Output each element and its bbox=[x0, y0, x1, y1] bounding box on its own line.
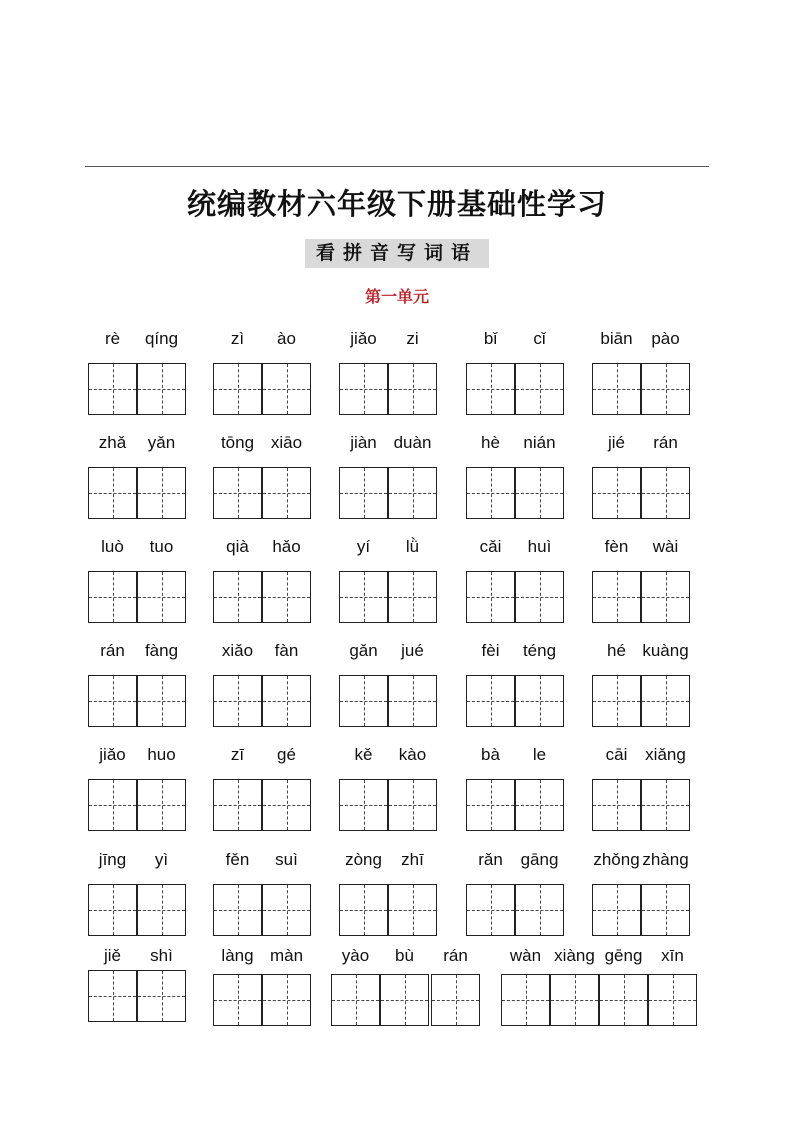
writing-cell[interactable] bbox=[648, 974, 697, 1026]
pinyin-syllable: màn bbox=[269, 946, 304, 965]
writing-cell[interactable] bbox=[466, 363, 515, 415]
writing-cell[interactable] bbox=[641, 884, 690, 936]
pinyin-syllable: yì bbox=[154, 850, 169, 869]
dashed-guide bbox=[540, 885, 541, 935]
pinyin-syllable: hǎo bbox=[272, 537, 301, 556]
pinyin-syllable: gāng bbox=[520, 850, 559, 869]
writing-cell[interactable] bbox=[339, 884, 388, 936]
writing-cell[interactable] bbox=[213, 974, 262, 1026]
pinyin-syllable: suì bbox=[275, 850, 298, 869]
pinyin-syllable: cǎi bbox=[479, 537, 502, 556]
pinyin-syllable: yào bbox=[341, 946, 370, 965]
pinyin-syllable: luò bbox=[101, 537, 124, 556]
writing-cell[interactable] bbox=[592, 363, 641, 415]
writing-cell[interactable] bbox=[515, 363, 564, 415]
writing-cell[interactable] bbox=[213, 675, 262, 727]
dashed-guide bbox=[666, 885, 667, 935]
pinyin-syllable: fěn bbox=[225, 850, 250, 869]
dashed-guide bbox=[364, 572, 365, 622]
writing-cell[interactable] bbox=[213, 779, 262, 831]
dashed-guide bbox=[413, 676, 414, 726]
dashed-guide bbox=[162, 676, 163, 726]
pinyin-syllable: zì bbox=[230, 329, 245, 348]
writing-cell[interactable] bbox=[592, 675, 641, 727]
pinyin-syllable: huo bbox=[147, 745, 176, 764]
dashed-guide bbox=[526, 975, 527, 1025]
pinyin-syllable: kuàng bbox=[642, 641, 689, 660]
dashed-guide bbox=[540, 468, 541, 518]
writing-cell[interactable] bbox=[388, 675, 437, 727]
pinyin-syllable: kě bbox=[354, 745, 373, 764]
dashed-guide bbox=[540, 780, 541, 830]
dashed-guide bbox=[162, 572, 163, 622]
dashed-guide bbox=[405, 975, 406, 1025]
dashed-guide bbox=[413, 780, 414, 830]
dashed-guide bbox=[413, 468, 414, 518]
writing-cell[interactable] bbox=[592, 884, 641, 936]
dashed-guide bbox=[113, 780, 114, 830]
dashed-guide bbox=[540, 364, 541, 414]
pinyin-syllable: xiàng bbox=[554, 946, 595, 965]
writing-cell[interactable] bbox=[339, 779, 388, 831]
dashed-guide bbox=[113, 572, 114, 622]
pinyin-syllable: fèi bbox=[481, 641, 500, 660]
dashed-guide bbox=[666, 780, 667, 830]
writing-cell[interactable] bbox=[137, 363, 186, 415]
pinyin-syllable: kào bbox=[398, 745, 427, 764]
pinyin-syllable: rǎn bbox=[478, 850, 503, 869]
pinyin-syllable: bù bbox=[395, 946, 414, 965]
writing-cell[interactable] bbox=[592, 779, 641, 831]
pinyin-syllable: gé bbox=[277, 745, 296, 764]
pinyin-syllable: fàn bbox=[274, 641, 299, 660]
writing-cell[interactable] bbox=[213, 884, 262, 936]
writing-cell[interactable] bbox=[137, 675, 186, 727]
pinyin-syllable: jué bbox=[401, 641, 424, 660]
dashed-guide bbox=[617, 572, 618, 622]
pinyin-syllable: jiě bbox=[103, 946, 122, 965]
section-title: 看拼音写词语 bbox=[305, 239, 489, 268]
writing-cell[interactable] bbox=[137, 970, 186, 1022]
writing-cell[interactable] bbox=[88, 675, 137, 727]
writing-cell[interactable] bbox=[213, 467, 262, 519]
writing-cell[interactable] bbox=[515, 467, 564, 519]
writing-cell[interactable] bbox=[515, 884, 564, 936]
dashed-guide bbox=[617, 364, 618, 414]
writing-cell[interactable] bbox=[599, 974, 648, 1026]
writing-cell[interactable] bbox=[137, 779, 186, 831]
pinyin-syllable: fèn bbox=[604, 537, 629, 556]
pinyin-syllable: rè bbox=[104, 329, 121, 348]
pinyin-syllable: zhǎ bbox=[98, 433, 127, 452]
pinyin-syllable: hé bbox=[607, 641, 626, 660]
writing-cell[interactable] bbox=[262, 571, 311, 623]
writing-cell[interactable] bbox=[431, 974, 480, 1026]
writing-cell[interactable] bbox=[515, 779, 564, 831]
writing-cell[interactable] bbox=[380, 974, 429, 1026]
pinyin-syllable: qíng bbox=[144, 329, 179, 348]
writing-cell[interactable] bbox=[592, 467, 641, 519]
writing-cell[interactable] bbox=[388, 884, 437, 936]
dashed-guide bbox=[356, 975, 357, 1025]
dashed-guide bbox=[491, 780, 492, 830]
writing-cell[interactable] bbox=[515, 571, 564, 623]
dashed-guide bbox=[113, 468, 114, 518]
pinyin-syllable: yǎn bbox=[147, 433, 176, 452]
pinyin-syllable: xīn bbox=[661, 946, 684, 965]
writing-cell[interactable] bbox=[339, 467, 388, 519]
pinyin-syllable: le bbox=[532, 745, 547, 764]
writing-cell[interactable] bbox=[262, 363, 311, 415]
pinyin-syllable: huì bbox=[527, 537, 552, 556]
writing-cell[interactable] bbox=[388, 779, 437, 831]
pinyin-syllable: rán bbox=[100, 641, 125, 660]
writing-cell[interactable] bbox=[137, 571, 186, 623]
pinyin-syllable: zòng bbox=[345, 850, 382, 869]
pinyin-syllable: bà bbox=[481, 745, 500, 764]
pinyin-syllable: xiāo bbox=[270, 433, 303, 452]
dashed-guide bbox=[238, 676, 239, 726]
writing-cell[interactable] bbox=[388, 467, 437, 519]
dashed-guide bbox=[364, 364, 365, 414]
dashed-guide bbox=[287, 676, 288, 726]
dashed-guide bbox=[162, 468, 163, 518]
dashed-guide bbox=[491, 468, 492, 518]
writing-cell[interactable] bbox=[88, 779, 137, 831]
pinyin-syllable: yí bbox=[356, 537, 371, 556]
page-title: 统编教材六年级下册基础性学习 bbox=[186, 187, 607, 221]
dashed-guide bbox=[113, 971, 114, 1021]
writing-cell[interactable] bbox=[388, 363, 437, 415]
writing-cell[interactable] bbox=[262, 467, 311, 519]
writing-cell[interactable] bbox=[550, 974, 599, 1026]
writing-cell[interactable] bbox=[466, 467, 515, 519]
dashed-guide bbox=[364, 885, 365, 935]
pinyin-syllable: jié bbox=[607, 433, 626, 452]
pinyin-syllable: tuo bbox=[149, 537, 174, 556]
dashed-guide bbox=[364, 468, 365, 518]
dashed-guide bbox=[491, 572, 492, 622]
writing-cell[interactable] bbox=[466, 884, 515, 936]
writing-cell[interactable] bbox=[213, 571, 262, 623]
pinyin-syllable: jiǎo bbox=[350, 329, 377, 348]
writing-cell[interactable] bbox=[515, 675, 564, 727]
dashed-guide bbox=[287, 780, 288, 830]
dashed-guide bbox=[238, 780, 239, 830]
dashed-guide bbox=[287, 975, 288, 1025]
dashed-guide bbox=[113, 364, 114, 414]
pinyin-syllable: zhī bbox=[401, 850, 424, 869]
dashed-guide bbox=[364, 676, 365, 726]
pinyin-syllable: téng bbox=[522, 641, 557, 660]
pinyin-syllable: hè bbox=[481, 433, 500, 452]
dashed-guide bbox=[673, 975, 674, 1025]
dashed-guide bbox=[162, 971, 163, 1021]
dashed-guide bbox=[113, 885, 114, 935]
pinyin-syllable: jiǎo bbox=[99, 745, 126, 764]
unit-heading: 第一单元 bbox=[364, 287, 429, 306]
pinyin-syllable: duàn bbox=[393, 433, 432, 452]
writing-cell[interactable] bbox=[641, 779, 690, 831]
pinyin-syllable: cǐ bbox=[533, 329, 546, 348]
writing-cell[interactable] bbox=[339, 571, 388, 623]
pinyin-syllable: làng bbox=[221, 946, 254, 965]
pinyin-syllable: ào bbox=[277, 329, 296, 348]
pinyin-syllable: jiàn bbox=[350, 433, 377, 452]
pinyin-syllable: shì bbox=[150, 946, 173, 965]
dashed-guide bbox=[162, 364, 163, 414]
pinyin-syllable: nián bbox=[523, 433, 556, 452]
pinyin-syllable: biān bbox=[600, 329, 633, 348]
dashed-guide bbox=[413, 364, 414, 414]
dashed-guide bbox=[617, 676, 618, 726]
dashed-guide bbox=[666, 364, 667, 414]
pinyin-syllable: tōng bbox=[220, 433, 255, 452]
writing-cell[interactable] bbox=[88, 970, 137, 1022]
writing-cell[interactable] bbox=[88, 467, 137, 519]
writing-cell[interactable] bbox=[137, 467, 186, 519]
writing-cell[interactable] bbox=[466, 675, 515, 727]
writing-cell[interactable] bbox=[592, 571, 641, 623]
pinyin-syllable: zi bbox=[406, 329, 419, 348]
pinyin-syllable: jīng bbox=[98, 850, 127, 869]
writing-cell[interactable] bbox=[641, 675, 690, 727]
pinyin-syllable: gǎn bbox=[349, 641, 378, 660]
dashed-guide bbox=[624, 975, 625, 1025]
dashed-guide bbox=[666, 572, 667, 622]
writing-cell[interactable] bbox=[388, 571, 437, 623]
dashed-guide bbox=[113, 676, 114, 726]
dashed-guide bbox=[238, 364, 239, 414]
pinyin-syllable: qià bbox=[226, 537, 249, 556]
pinyin-syllable: zhǒng bbox=[593, 850, 640, 869]
dashed-guide bbox=[162, 780, 163, 830]
pinyin-syllable: wài bbox=[652, 537, 679, 556]
pinyin-syllable: xiǎng bbox=[645, 745, 686, 764]
dashed-guide bbox=[238, 572, 239, 622]
dashed-guide bbox=[491, 676, 492, 726]
dashed-guide bbox=[238, 975, 239, 1025]
writing-cell[interactable] bbox=[262, 974, 311, 1026]
dashed-guide bbox=[287, 364, 288, 414]
writing-cell[interactable] bbox=[501, 974, 550, 1026]
dashed-guide bbox=[491, 885, 492, 935]
dashed-guide bbox=[666, 676, 667, 726]
dashed-guide bbox=[287, 468, 288, 518]
pinyin-syllable: fàng bbox=[144, 641, 179, 660]
dashed-guide bbox=[238, 885, 239, 935]
header-rule bbox=[85, 166, 709, 167]
pinyin-syllable: zī bbox=[230, 745, 245, 764]
writing-cell[interactable] bbox=[641, 467, 690, 519]
writing-cell[interactable] bbox=[339, 363, 388, 415]
dashed-guide bbox=[238, 468, 239, 518]
writing-cell[interactable] bbox=[137, 884, 186, 936]
writing-cell[interactable] bbox=[262, 675, 311, 727]
dashed-guide bbox=[666, 468, 667, 518]
dashed-guide bbox=[364, 780, 365, 830]
dashed-guide bbox=[456, 975, 457, 1025]
writing-cell[interactable] bbox=[88, 884, 137, 936]
pinyin-syllable: lǜ bbox=[405, 537, 420, 556]
writing-cell[interactable] bbox=[339, 675, 388, 727]
writing-cell[interactable] bbox=[88, 363, 137, 415]
writing-cell[interactable] bbox=[331, 974, 380, 1026]
pinyin-syllable: pào bbox=[651, 329, 680, 348]
dashed-guide bbox=[540, 676, 541, 726]
dashed-guide bbox=[413, 885, 414, 935]
dashed-guide bbox=[491, 364, 492, 414]
dashed-guide bbox=[575, 975, 576, 1025]
writing-cell[interactable] bbox=[641, 571, 690, 623]
dashed-guide bbox=[540, 572, 541, 622]
writing-cell[interactable] bbox=[466, 571, 515, 623]
pinyin-syllable: bǐ bbox=[483, 329, 498, 348]
pinyin-syllable: gēng bbox=[604, 946, 643, 965]
writing-cell[interactable] bbox=[641, 363, 690, 415]
dashed-guide bbox=[617, 885, 618, 935]
writing-cell[interactable] bbox=[88, 571, 137, 623]
pinyin-syllable: rán bbox=[443, 946, 468, 965]
dashed-guide bbox=[617, 780, 618, 830]
pinyin-syllable: cāi bbox=[605, 745, 628, 764]
pinyin-syllable: zhàng bbox=[642, 850, 689, 869]
pinyin-syllable: wàn bbox=[509, 946, 542, 965]
writing-cell[interactable] bbox=[466, 779, 515, 831]
dashed-guide bbox=[287, 572, 288, 622]
writing-cell[interactable] bbox=[213, 363, 262, 415]
writing-cell[interactable] bbox=[262, 884, 311, 936]
dashed-guide bbox=[413, 572, 414, 622]
writing-cell[interactable] bbox=[262, 779, 311, 831]
dashed-guide bbox=[162, 885, 163, 935]
dashed-guide bbox=[287, 885, 288, 935]
pinyin-syllable: xiǎo bbox=[221, 641, 254, 660]
pinyin-syllable: rán bbox=[653, 433, 678, 452]
dashed-guide bbox=[617, 468, 618, 518]
